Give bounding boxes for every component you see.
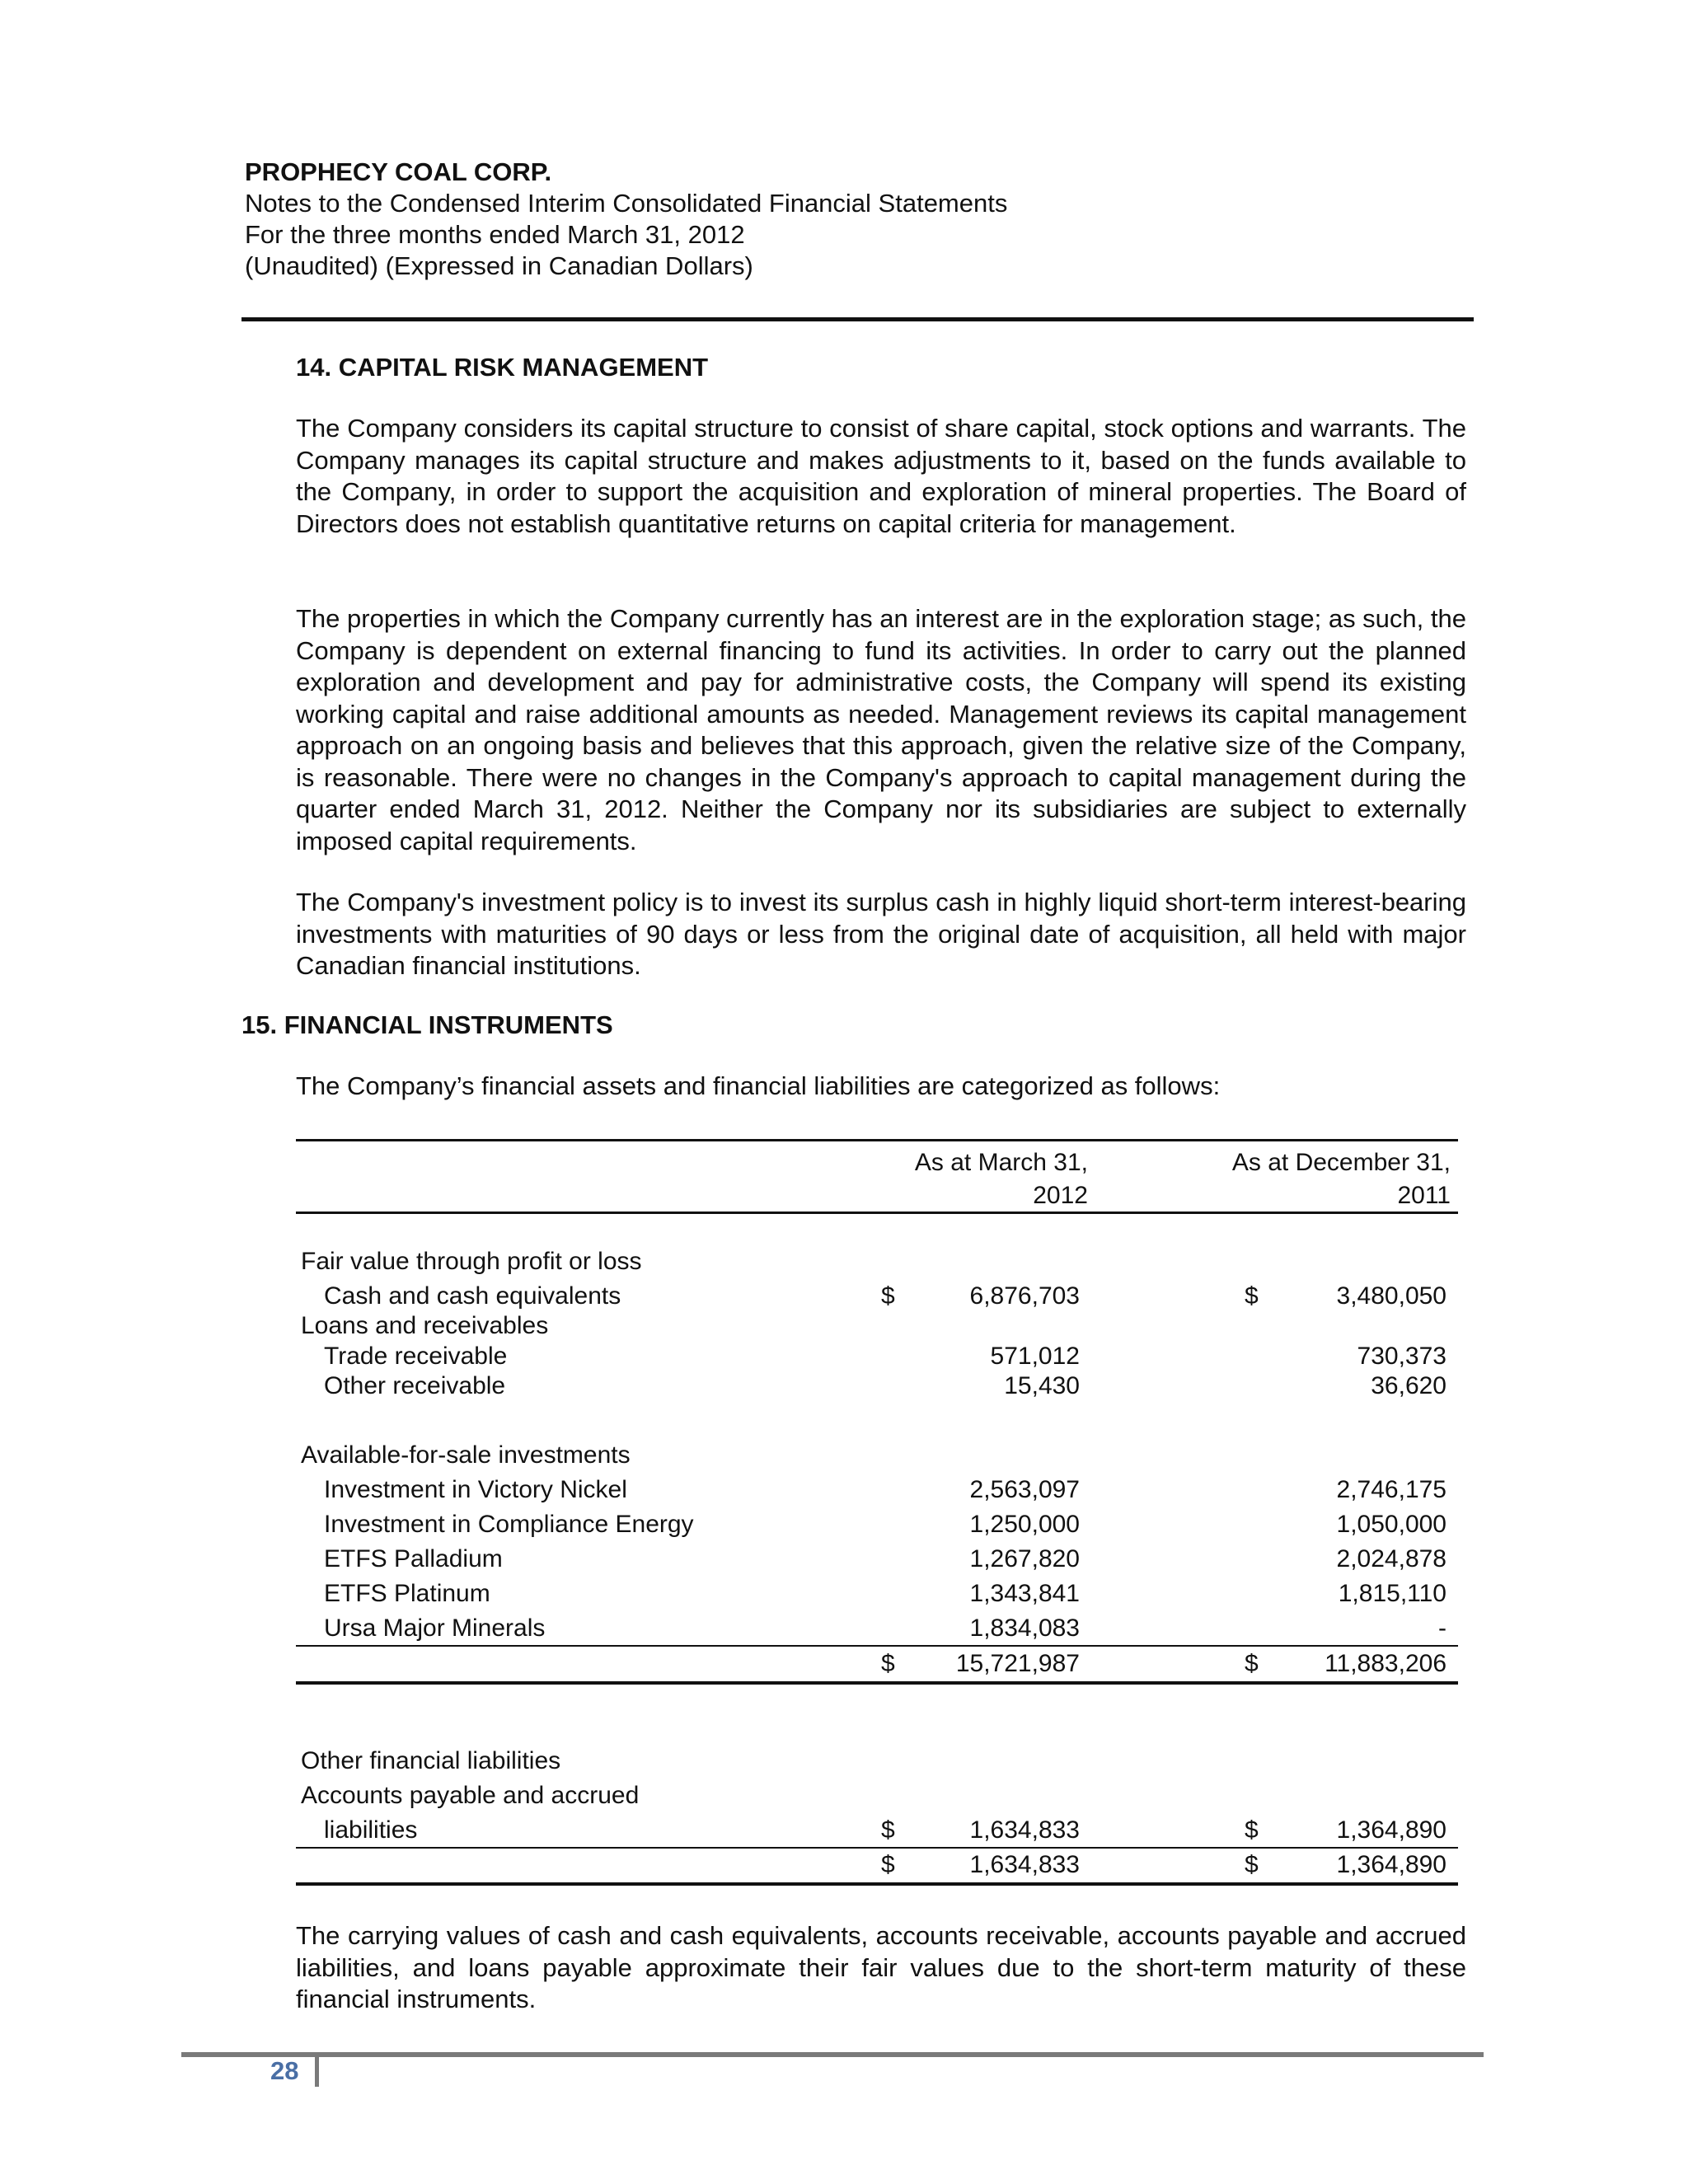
section-14-paragraph-3: The Company's investment policy is to invest its surplus cash in highly liquid short-term interest-bearing investments with maturities of 90 days or less from the original date of acquisition, all held with major Canadian financial institutions.: [296, 888, 1466, 980]
category-fvtpl: Fair value through profit or loss: [301, 1248, 642, 1275]
cell-trade-2011: 730,373: [1357, 1343, 1447, 1370]
footer-separator: [315, 2054, 319, 2087]
cell-platinum-2012: 1,343,841: [969, 1580, 1080, 1607]
assets-subtotal-rule: [296, 1645, 1458, 1647]
currency-sign: $: [881, 1282, 895, 1310]
row-label-other-receivable: Other receivable: [324, 1372, 506, 1399]
col-header-2012-line2: 2012: [1033, 1182, 1088, 1209]
row-label-accounts-payable-line1: Accounts payable and accrued: [301, 1782, 640, 1809]
col-header-2011-line1: As at December 31,: [1231, 1149, 1451, 1176]
cell-other-2012: 15,430: [1004, 1372, 1080, 1399]
cell-ursa-2011: -: [1438, 1615, 1447, 1642]
header-divider: [241, 317, 1474, 321]
cell-compliance-2012: 1,250,000: [969, 1511, 1080, 1538]
footer-rule: [181, 2052, 1484, 2057]
cell-liabilities-total-2011: 1,364,890: [1336, 1851, 1447, 1878]
row-label-compliance-energy: Investment in Compliance Energy: [324, 1511, 694, 1538]
currency-sign: $: [1245, 1282, 1259, 1310]
cell-assets-total-2011: 11,883,206: [1325, 1650, 1447, 1677]
cell-palladium-2011: 2,024,878: [1336, 1545, 1447, 1572]
header-statement-title: Notes to the Condensed Interim Consolidated Financial Statements: [245, 189, 1008, 218]
section-14-title: 14. CAPITAL RISK MANAGEMENT: [296, 353, 709, 382]
row-label-etfs-palladium: ETFS Palladium: [324, 1545, 503, 1572]
category-loans-receivables: Loans and receivables: [301, 1312, 549, 1339]
assets-total-double-rule: [296, 1681, 1458, 1685]
row-label-etfs-platinum: ETFS Platinum: [324, 1580, 490, 1607]
section-14-paragraph-2: The properties in which the Company currently has an interest are in the exploration stage; as such, the Company is dependent on external financing to fund its activities. In order to carry out the planned exploration and development and pay for administrative costs, the Company will spend its existing working capital and raise additional amounts as needed. Management reviews its capital management approach on an ongoing basis and believes that this approach, given the relative size of the Company, is reasonable. There were no changes in the Company's approach to capital management during the quarter ended March 31, 2012. Neither the Company nor its subsidiaries are subject to externally imposed capital requirements.: [296, 604, 1466, 855]
cell-victory-2012: 2,563,097: [969, 1476, 1080, 1503]
col-header-2012-line1: As at March 31,: [914, 1149, 1088, 1176]
section-15-intro: The Company’s financial assets and financial liabilities are categorized as follows:: [296, 1071, 1221, 1100]
header-currency-note: (Unaudited) (Expressed in Canadian Dollars): [245, 251, 753, 280]
cell-platinum-2011: 1,815,110: [1338, 1580, 1447, 1607]
cell-palladium-2012: 1,267,820: [969, 1545, 1080, 1572]
section-15-title: 15. FINANCIAL INSTRUMENTS: [241, 1010, 613, 1039]
cell-ap-2011: 1,364,890: [1336, 1816, 1447, 1844]
cell-trade-2012: 571,012: [990, 1343, 1080, 1370]
currency-sign: $: [881, 1650, 895, 1677]
row-label-accounts-payable-line2: liabilities: [324, 1816, 418, 1844]
company-name: PROPHECY COAL CORP.: [245, 157, 552, 186]
cell-liabilities-total-2012: 1,634,833: [969, 1851, 1080, 1878]
currency-sign: $: [881, 1816, 895, 1844]
table-top-rule: [296, 1139, 1458, 1141]
cell-victory-2011: 2,746,175: [1336, 1476, 1447, 1503]
row-label-ursa-major: Ursa Major Minerals: [324, 1615, 546, 1642]
cell-cash-2012: 6,876,703: [969, 1282, 1080, 1310]
currency-sign: $: [1245, 1650, 1259, 1677]
category-other-financial-liabilities: Other financial liabilities: [301, 1747, 561, 1774]
col-header-2011-line2: 2011: [1397, 1182, 1451, 1209]
currency-sign: $: [1245, 1851, 1259, 1878]
page-number: 28: [270, 2056, 299, 2085]
currency-sign: $: [1245, 1816, 1259, 1844]
header-period: For the three months ended March 31, 2012: [245, 220, 745, 249]
section-14-paragraph-1: The Company considers its capital structure to consist of share capital, stock options and warrants. The Company manages its capital structure and makes adjustments to it, based on the funds available to the Company, in order to support the acquisition and exploration of mineral properties. The Board of Directors does not establish quantitative returns on capital criteria for management.: [296, 414, 1466, 538]
cell-compliance-2011: 1,050,000: [1336, 1511, 1447, 1538]
table-header-rule: [296, 1212, 1458, 1214]
cell-ursa-2012: 1,834,083: [969, 1615, 1080, 1642]
cell-ap-2012: 1,634,833: [969, 1816, 1080, 1844]
category-afs-investments: Available-for-sale investments: [301, 1441, 631, 1469]
row-label-victory-nickel: Investment in Victory Nickel: [324, 1476, 627, 1503]
cell-assets-total-2012: 15,721,987: [955, 1650, 1080, 1677]
currency-sign: $: [881, 1851, 895, 1878]
section-15-closing-paragraph: The carrying values of cash and cash equivalents, accounts receivable, accounts payable and accrued liabilities, and loans payable approximate their fair values due to the short-term maturity of these financial instruments.: [296, 1921, 1466, 2013]
cell-other-2011: 36,620: [1371, 1372, 1447, 1399]
row-label-cash: Cash and cash equivalents: [324, 1282, 621, 1310]
liabilities-subtotal-rule: [296, 1847, 1458, 1849]
cell-cash-2011: 3,480,050: [1336, 1282, 1447, 1310]
row-label-trade-receivable: Trade receivable: [324, 1343, 508, 1370]
liabilities-total-double-rule: [296, 1882, 1458, 1886]
